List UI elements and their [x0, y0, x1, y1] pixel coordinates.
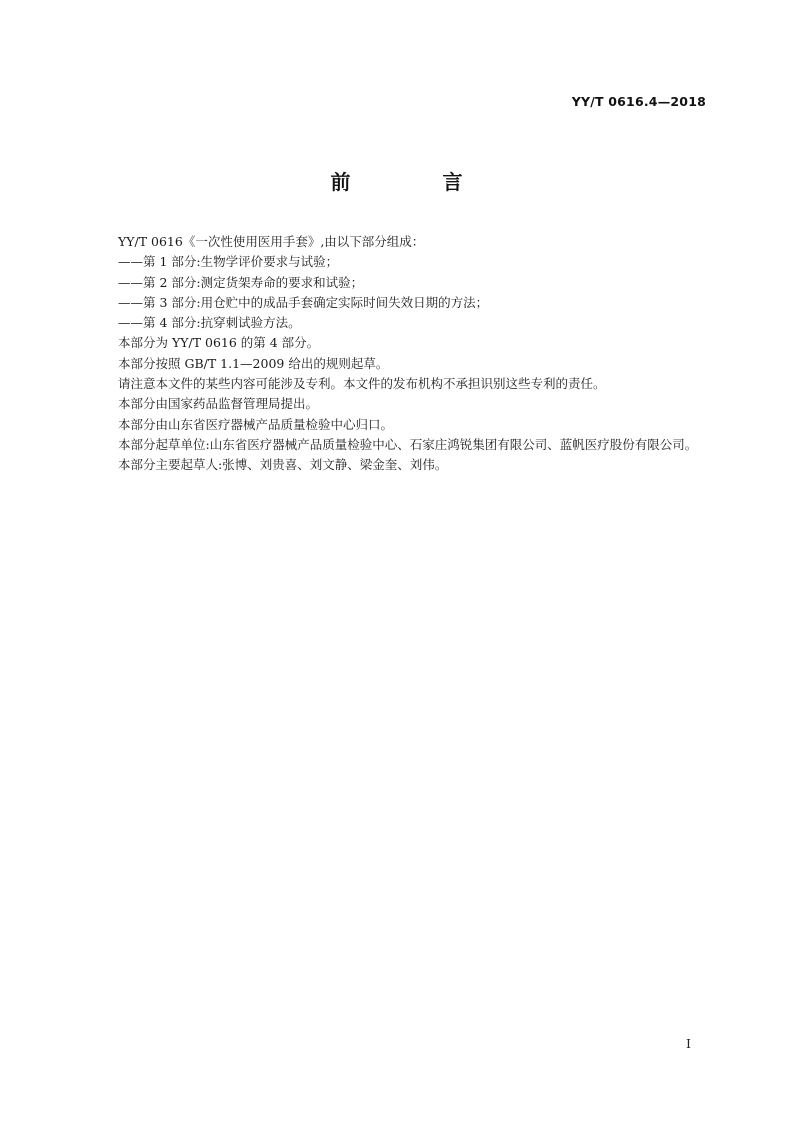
paragraph-parts-intro: YY/T 0616《一次性使用医用手套》,由以下部分组成： [118, 234, 425, 249]
paragraph-patent-notice: 请注意本文件的某些内容可能涉及专利。本文件的发布机构不承担识别这些专利的责任。 [118, 376, 606, 392]
paragraph-part-1: ——第 1 部分:生物学评价要求与试验； [118, 254, 339, 270]
standard-code: YY/T 0616.4—2018 [571, 94, 706, 109]
paragraph-drafting-units: 本部分起草单位:山东省医疗器械产品质量检验中心、石家庄鸿锐集团有限公司、蓝帆医疗股份有限公司。 [118, 436, 698, 452]
page-title: 前 言 [330, 170, 499, 194]
page-number: I [686, 1036, 691, 1051]
paragraph-proposer: 本部分由国家药品监督管理局提出。 [118, 396, 319, 412]
paragraph-this-part: 本部分为 YY/T 0616 的第 4 部分。 [118, 335, 320, 351]
paragraph-drafting-rules: 本部分按照 GB/T 1.1—2009 给出的规则起草。 [118, 355, 389, 371]
paragraph-drafters: 本部分主要起草人:张博、刘贵喜、刘文静、梁金奎、刘伟。 [118, 457, 448, 473]
foreword-body [96, 232, 708, 476]
paragraph-part-2: ——第 2 部分:测定货架寿命的要求和试验； [118, 274, 364, 290]
paragraph-centralized-by: 本部分由山东省医疗器械产品质量检验中心归口。 [118, 416, 394, 432]
paragraph-part-4: ——第 4 部分:抗穿刺试验方法。 [118, 315, 301, 331]
paragraph-part-3: ——第 3 部分:用仓贮中的成品手套确定实际时间失效日期的方法； [118, 294, 489, 310]
